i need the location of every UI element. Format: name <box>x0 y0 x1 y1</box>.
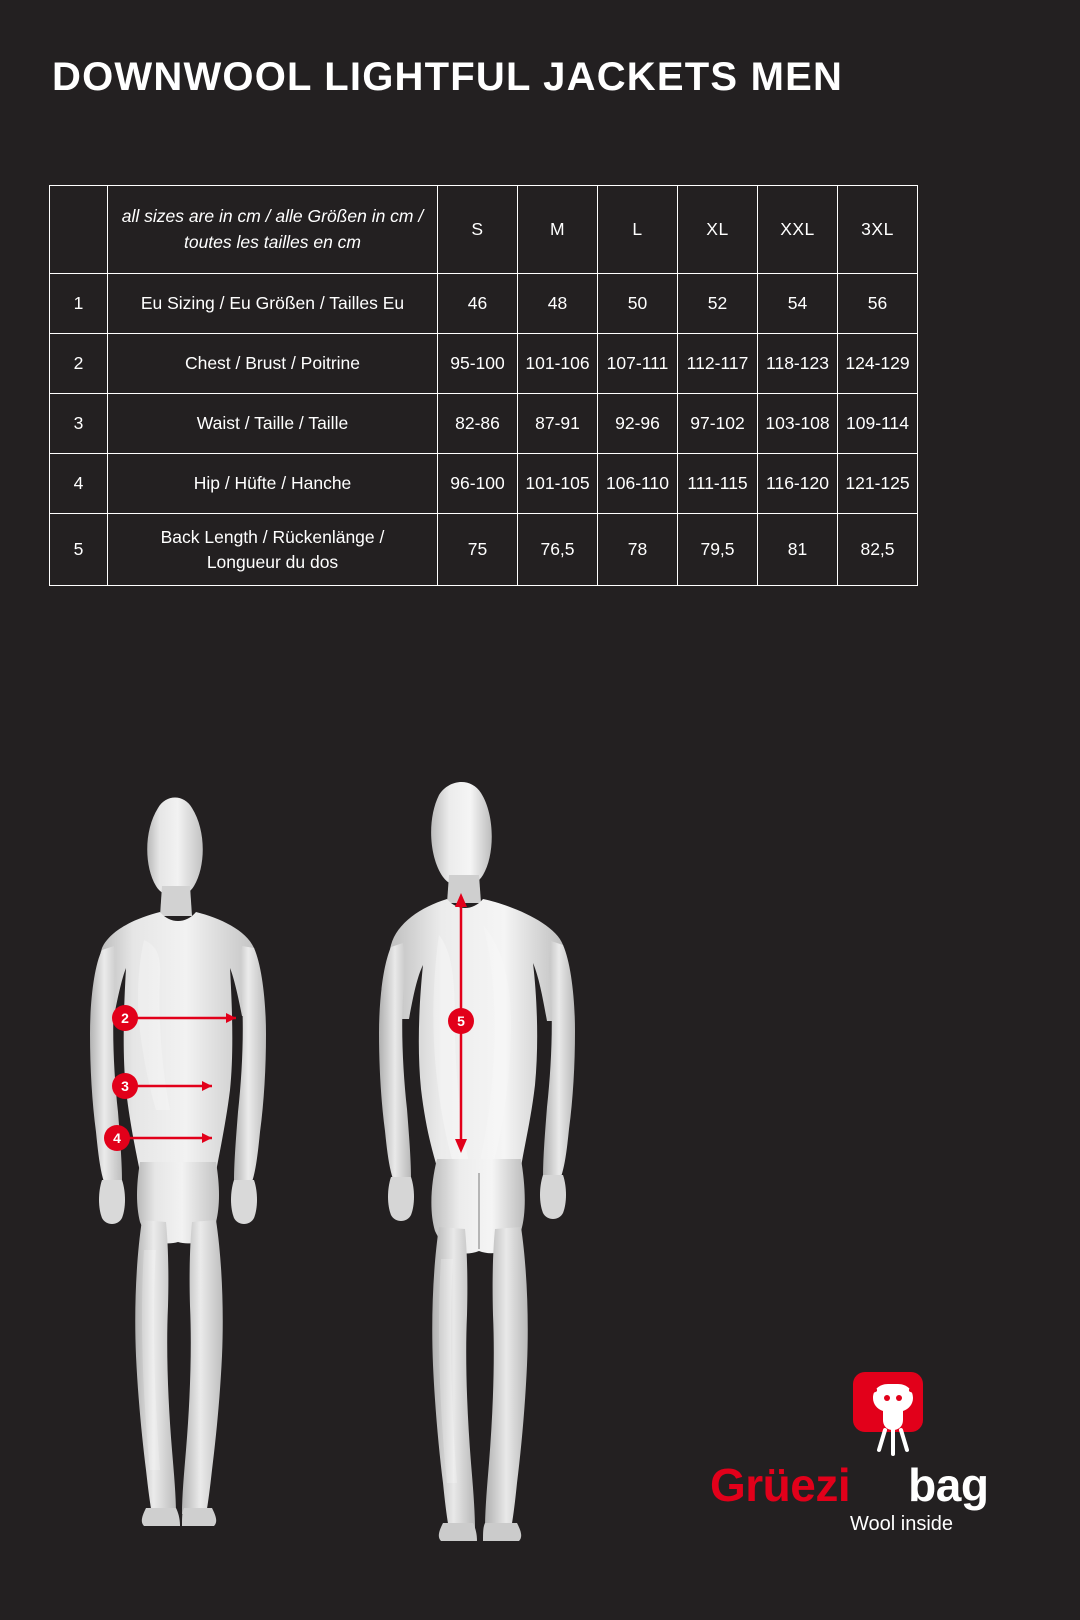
size-table <box>49 185 918 586</box>
cell-value: 87-91 <box>518 394 598 454</box>
cell-value: 101-105 <box>518 454 598 514</box>
unit-note-line-2: toutes les tailles en cm <box>183 231 362 252</box>
cell-value: 95-100 <box>438 334 518 394</box>
row-number: 4 <box>50 454 108 514</box>
cell-value: 46 <box>438 274 518 334</box>
header-size-3xl: 3XL <box>838 186 918 274</box>
header-size-xl: XL <box>678 186 758 274</box>
header-index-cell <box>50 186 108 274</box>
page-title: DOWNWOOL LIGHTFUL JACKETS MEN <box>52 55 844 99</box>
size-table-container <box>49 185 917 586</box>
cell-value: 101-106 <box>518 334 598 394</box>
cell-value: 56 <box>838 274 918 334</box>
back-figure <box>335 775 635 1550</box>
cell-value: 52 <box>678 274 758 334</box>
cell-value: 116-120 <box>758 454 838 514</box>
cell-value: 82-86 <box>438 394 518 454</box>
row-label-line-2: Longueur du dos <box>206 551 339 572</box>
header-size-m: M <box>518 186 598 274</box>
cell-value: 111-115 <box>678 454 758 514</box>
brand-logo <box>710 1370 1010 1555</box>
mannequin-back-svg <box>335 775 635 1545</box>
gruezi-bag-sheep-icon <box>845 1370 955 1462</box>
cell-value: 81 <box>758 514 838 586</box>
row-number: 2 <box>50 334 108 394</box>
cell-value: 121-125 <box>838 454 918 514</box>
header-size-l: L <box>598 186 678 274</box>
hip-measure-marker: 4 <box>104 1125 130 1151</box>
table-header-row <box>50 186 918 274</box>
table-row <box>50 454 918 514</box>
waist-measure-marker: 3 <box>112 1073 138 1099</box>
row-label: Hip / Hüfte / Hanche <box>108 454 438 514</box>
cell-value: 124-129 <box>838 334 918 394</box>
row-label: Eu Sizing / Eu Größen / Tailles Eu <box>108 274 438 334</box>
table-row <box>50 274 918 334</box>
cell-value: 50 <box>598 274 678 334</box>
cell-value: 112-117 <box>678 334 758 394</box>
front-figure <box>40 790 320 1535</box>
cell-value: 96-100 <box>438 454 518 514</box>
cell-value: 97-102 <box>678 394 758 454</box>
cell-value: 76,5 <box>518 514 598 586</box>
cell-value: 109-114 <box>838 394 918 454</box>
header-size-xxl: XXL <box>758 186 838 274</box>
mannequin-front-svg <box>40 790 320 1530</box>
cell-value: 75 <box>438 514 518 586</box>
cell-value: 54 <box>758 274 838 334</box>
row-label-line-1: Back Length / Rückenlänge / <box>160 527 385 547</box>
chest-measure-marker: 2 <box>112 1005 138 1031</box>
row-number: 1 <box>50 274 108 334</box>
cell-value: 118-123 <box>758 334 838 394</box>
brand-name-part1: Grüezi <box>710 1459 851 1511</box>
back-length-measure-marker: 5 <box>448 1008 474 1034</box>
brand-name-part2: bag <box>908 1459 989 1511</box>
header-unit-note <box>108 186 438 274</box>
cell-value: 48 <box>518 274 598 334</box>
cell-value: 79,5 <box>678 514 758 586</box>
unit-note-line-1: all sizes are in cm / alle Größen in cm / <box>121 206 424 227</box>
cell-value: 78 <box>598 514 678 586</box>
cell-value: 82,5 <box>838 514 918 586</box>
row-label <box>108 514 438 586</box>
row-number: 3 <box>50 394 108 454</box>
cell-value: 103-108 <box>758 394 838 454</box>
header-size-s: S <box>438 186 518 274</box>
cell-value: 107-111 <box>598 334 678 394</box>
brand-tagline: Wool inside <box>850 1513 954 1535</box>
table-row <box>50 334 918 394</box>
row-label: Waist / Taille / Taille <box>108 394 438 454</box>
brand-wordmark <box>710 1458 1010 1512</box>
cell-value: 106-110 <box>598 454 678 514</box>
row-label: Chest / Brust / Poitrine <box>108 334 438 394</box>
table-row <box>50 514 918 586</box>
cell-value: 92-96 <box>598 394 678 454</box>
row-number: 5 <box>50 514 108 586</box>
table-row <box>50 394 918 454</box>
